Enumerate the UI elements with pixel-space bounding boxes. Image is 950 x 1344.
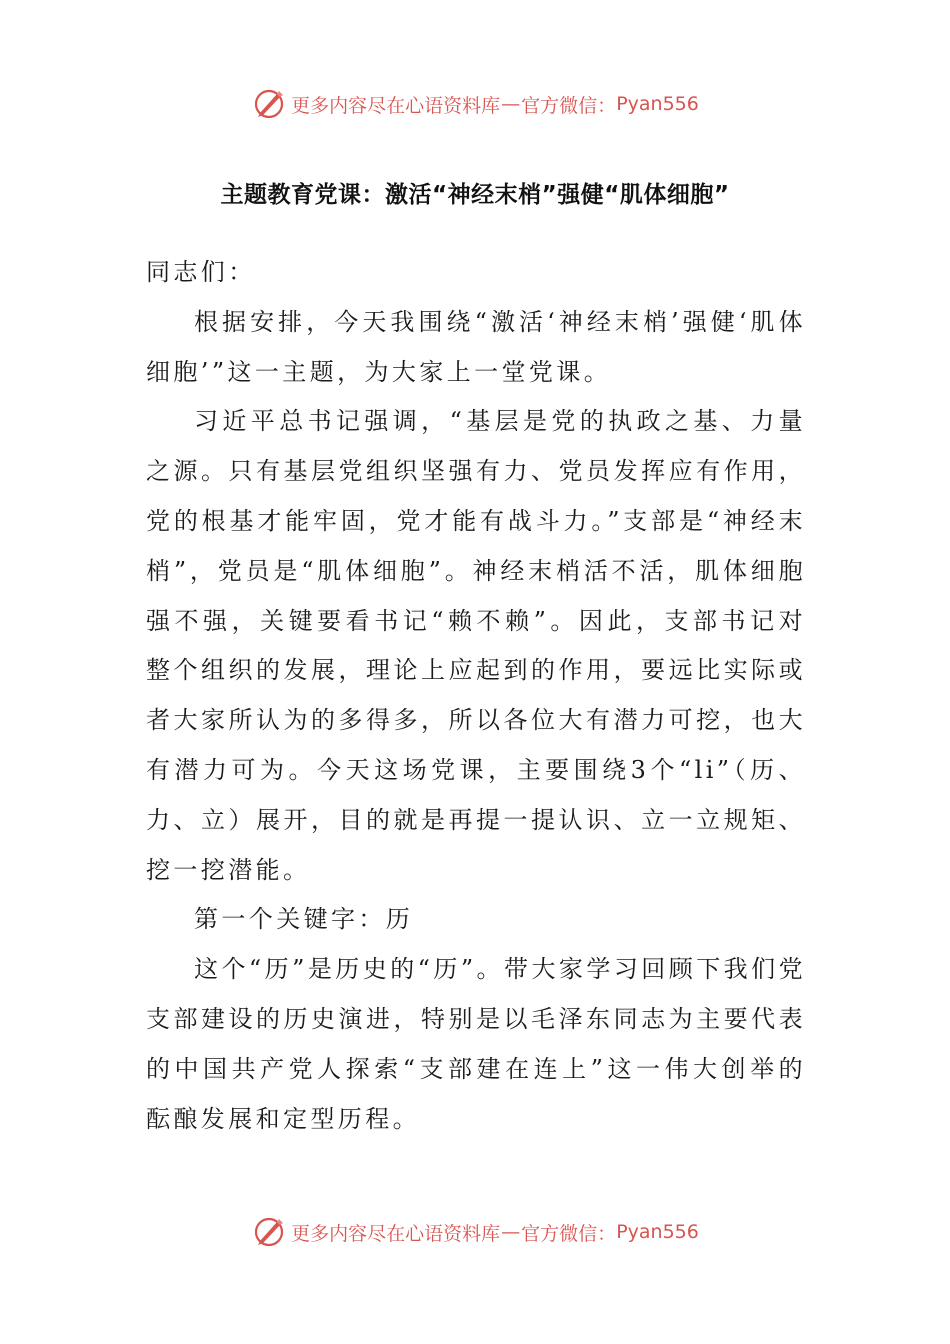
paragraph-quote: 习近平总书记强调，“基层是党的执政之基、力量之源。只有基层党组织坚强有力、党员发挥应有作用，党的根基才能牢固，党才能有战斗力。”支部是“神经末梢”，党员是“肌体细胞”。神经末梢活不活，肌体细胞强不强，关键要看书记“赖不赖”。因此，支部书记对整个组织的发展，理论上应起到的作用，要远比实际或者大家所认为的多得多，所以各位大有潜力可挖，也大有潜力可为。今天这场党课，主要围绕3个“li”（历、力、立）展开，目的就是再提一提认识、立一立规矩、挖一挖潜能。 (146, 407, 806, 884)
pen-logo-icon (251, 86, 287, 122)
banner-brand-text: 更多内容尽在心语资料库 (291, 94, 501, 117)
paragraph-history: 这个“历”是历史的“历”。带大家学习回顾下我们党支部建设的历史演进，特别是以毛泽东同志为主要代表的中国共产党人探索“支部建在连上”这一伟大创举的酝酿发展和定型历程。 (146, 955, 806, 1133)
banner-separator: — (501, 1221, 521, 1243)
section-heading-li: 第一个关键字：历 (194, 905, 414, 934)
footer-banner (0, 1210, 950, 1254)
header-banner (0, 82, 950, 126)
pen-logo-icon (251, 1214, 287, 1250)
banner-wechat-label: 官方微信： (521, 1222, 617, 1245)
paragraph-intro: 根据安排，今天我围绕“激活‘神经末梢’强健‘肌体细胞’”这一主题，为大家上一堂党课。 (146, 307, 806, 386)
document-body (146, 248, 806, 1144)
banner-wechat-id: Pyan556 (616, 1221, 699, 1243)
salutation: 同志们： (146, 258, 256, 286)
banner-separator: — (501, 93, 521, 115)
banner-wechat-label: 官方微信： (521, 94, 617, 117)
banner-brand-text: 更多内容尽在心语资料库 (291, 1222, 501, 1245)
banner-wechat-id: Pyan556 (616, 93, 699, 115)
document-title: 主题教育党课：激活“神经末梢”强健“肌体细胞” (220, 182, 730, 208)
